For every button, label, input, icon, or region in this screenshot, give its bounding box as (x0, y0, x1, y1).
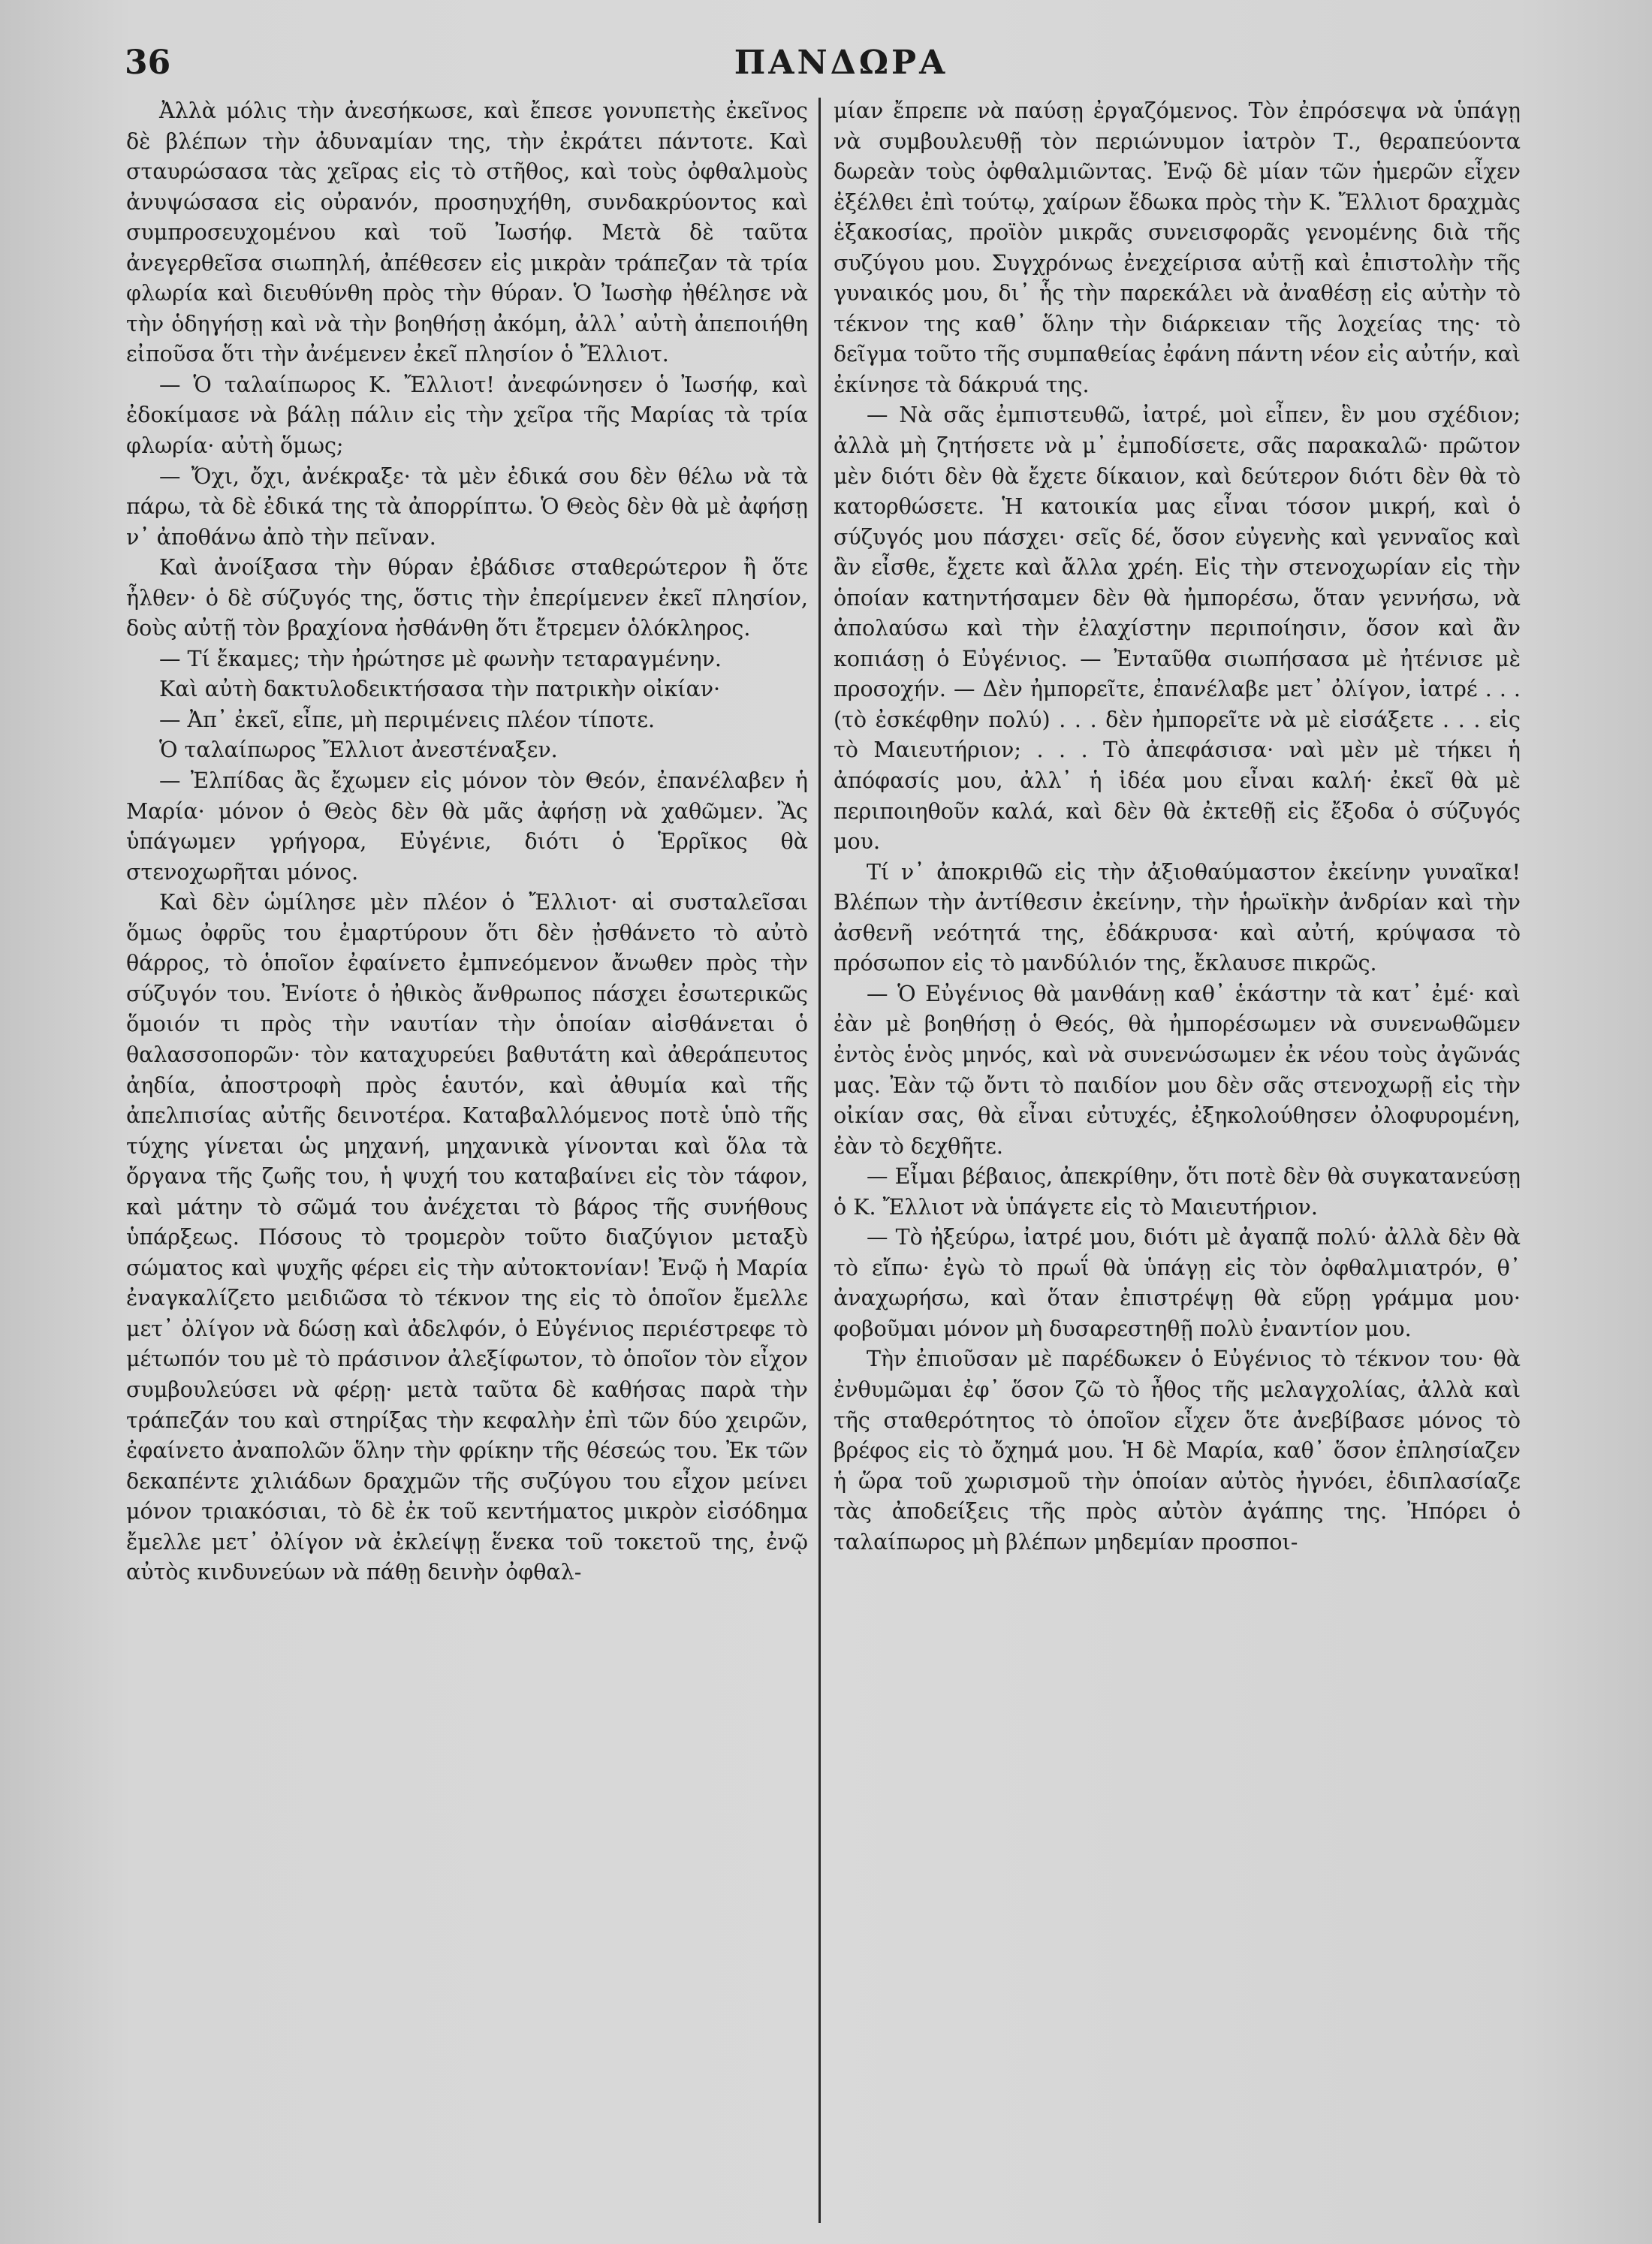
paragraph: Ἀλλὰ μόλις τὴν ἀνεσήκωσε, καὶ ἔπεσε γονυπετὴς ἐκεῖνος δὲ βλέπων τὴν ἀδυναμίαν της, τὴν ἐκράτει πάντοτε. Καὶ σταυρώσασα τὰς χεῖρας εἰς τὸ στῆθος, καὶ τοὺς ὀφθαλμοὺς ἀνυψώσασα εἰς οὐρανόν, προσηυχήθη, συνδακρύοντος καὶ συμπροσευχομένου καὶ τοῦ Ἰωσήφ. Μετὰ δὲ ταῦτα ἀνεγερθεῖσα σιωπηλή, ἀπέθεσεν εἰς μικρὰν τράπεζαν τὰ τρία φλωρία καὶ διευθύνθη πρὸς τὴν θύραν. Ὁ Ἰωσὴφ ἠθέλησε νὰ τὴν ὁδηγήσῃ καὶ νὰ τὴν βοηθήσῃ ἀκόμη, ἀλλ᾽ αὐτὴ ἀπεποιήθη εἰποῦσα ὅτι τὴν ἀνέμενεν ἐκεῖ πλησίον ὁ Ἔλλιοτ. (126, 98, 808, 367)
paragraph: Τί ν᾽ ἀποκριθῶ εἰς τὴν ἀξιοθαύμαστον ἐκείνην γυναῖκα! Βλέπων τὴν ἀντίθεσιν ἐκείνην, τὴν ἡρωϊκὴν ἀνδρίαν καὶ τὴν ἀσθενῆ νεότητά της, ἐδάκρυσα· καὶ αὐτή, κρύψασα τὸ πρόσωπον εἰς τὸ μανδύλιόν της, ἔκλαυσε πικρῶς. (834, 859, 1521, 976)
paragraph: — Ὁ ταλαίπωρος Κ. Ἔλλιοτ! ἀνεφώνησεν ὁ Ἰωσήφ, καὶ ἐδοκίμασε νὰ βάλῃ πάλιν εἰς τὴν χεῖρα τῆς Μαρίας τὰ τρία φλωρία· αὐτὴ ὅμως; (126, 372, 808, 459)
paragraph: — Ἀπ᾽ ἐκεῖ, εἶπε, μὴ περιμένεις πλέον τίποτε. (159, 707, 656, 732)
paragraph: — Τὸ ἠξεύρω, ἰατρέ μου, διότι μὲ ἀγαπᾷ πολύ· ἀλλὰ δὲν θὰ τὸ εἴπω· ἐγὼ τὸ πρωΐ θὰ ὑπάγῃ εἰς τὸν ὀφθαλμιατρόν, θ᾽ ἀναχωρήσω, καὶ ὅταν ἐπιστρέψῃ θὰ εὕρῃ γράμμα μου· φοβοῦμαι μόνον μὴ δυσαρεστηθῇ πολὺ ἐναντίον μου. (834, 1225, 1521, 1341)
paragraph: Καὶ αὐτὴ δακτυλοδεικτήσασα τὴν πατρικὴν οἰκίαν· (159, 677, 721, 702)
paragraph: Καὶ δὲν ὡμίλησε μὲν πλέον ὁ Ἔλλιοτ· αἱ συσταλεῖσαι ὅμως ὀφρῦς του ἐμαρτύρουν ὅτι δὲν ᾐσθάνετο τὸ αὐτὸ θάρρος, τὸ ὁποῖον ἐφαίνετο ἐμπνεόμενον ἄνωθεν πρὸς τὴν σύζυγόν του. Ἐνίοτε ὁ ἠθικὸς ἄνθρωπος πάσχει ἐσωτερικῶς ὅμοιόν τι πρὸς τὴν ναυτίαν τὴν ὁποίαν αἰσθάνεται ὁ θαλασσοπορῶν· τὸν καταχυρεύει βαθυτάτη καὶ ἀθεράπευτος ἀηδία, ἀποστροφὴ πρὸς ἑαυτόν, καὶ ἀθυμία καὶ τῆς ἀπελπισίας αὐτῆς δεινοτέρα. Καταβαλλόμενος ποτὲ ὑπὸ τῆς τύχης γίνεται ὡς μηχανή, μηχανικὰ γίνονται καὶ ὅλα τὰ ὄργανα τῆς ζωῆς του, ἡ ψυχή του καταβαίνει εἰς τὸν τάφον, καὶ μάτην τὸ σῶμά του ἀνέχεται τὸ βάρος τῆς συνήθους ὑπάρξεως. Πόσους τὸ τρομερὸν τοῦτο διαζύγιον μεταξὺ σώματος καὶ ψυχῆς φέρει εἰς τὴν αὐτοκτονίαν! Ἐνῷ ἡ Μαρία ἐναγκαλίζετο μειδιῶσα τὸ τέκνον της εἰς τὸ ὁποῖον ἔμελλε μετ᾽ ὀλίγον νὰ δώσῃ καὶ ἀδελφόν, ὁ Εὐγένιος περιέστρεφε τὸ μέτωπόν του μὲ τὸ πράσινον ἀλεξίφωτον, τὸ ὁποῖον τὸν εἶχον συμβουλεύσει νὰ φέρῃ· μετὰ ταῦτα δὲ καθήσας παρὰ τὴν τράπεζάν του καὶ στηρίξας τὴν κεφαλὴν ἐπὶ τῶν δύο χειρῶν, ἐφαίνετο ἀναπολῶν ὅλην τὴν φρίκην τῆς θέσεώς του. Ἐκ τῶν δεκαπέντε χιλιάδων δραχμῶν τῆς συζύγου του εἶχον μείνει μόνον τριακόσιαι, τὸ δὲ ἐκ τοῦ κεντήματος μικρὸν εἰσόδημα ἔμελλε μετ᾽ ὀλίγον νὰ ἐκλείψῃ ἕνεκα τοῦ τοκετοῦ της, ἐνῷ αὐτὸς κινδυνεύων νὰ πάθῃ δεινὴν ὀφθαλ- (126, 890, 808, 1585)
left-column (126, 96, 808, 2221)
column-divider (818, 98, 821, 2223)
paragraph: — Ὄχι, ὄχι, ἀνέκραξε· τὰ μὲν ἐδικά σου δὲν θέλω νὰ τὰ πάρω, τὰ δὲ ἐδικά της τὰ ἀπορρίπτω. Ὁ Θεὸς δὲν θὰ μὲ ἀφήσῃ ν᾽ ἀποθάνω ἀπὸ τὴν πεῖναν. (126, 463, 808, 550)
paragraph: — Ἐλπίδας ἂς ἔχωμεν εἰς μόνον τὸν Θεόν, ἐπανέλαβεν ἡ Μαρία· μόνον ὁ Θεὸς δὲν θὰ μᾶς ἀφήσῃ νὰ χαθῶμεν. Ἂς ὑπάγωμεν γρήγορα, Εὐγένιε, διότι ὁ Ἑρρῖκος θὰ στενοχωρῆται μόνος. (126, 768, 808, 885)
paragraph: μίαν ἔπρεπε νὰ παύσῃ ἐργαζόμενος. Τὸν ἐπρόσεψα νὰ ὑπάγῃ νὰ συμβουλευθῇ τὸν περιώνυμον ἰατρὸν Τ., θεραπεύοντα δωρεὰν τοὺς ὀφθαλμιῶντας. Ἐνῷ δὲ μίαν τῶν ἡμερῶν εἶχεν ἐξέλθει ἐπὶ τούτῳ, χαίρων ἔδωκα πρὸς τὴν Κ. Ἔλλιοτ δραχμὰς ἑξακοσίας, προϊὸν μικρᾶς συνεισφορᾶς γενομένης διὰ τῆς συζύγου μου. Συγχρόνως ἐνεχείρισα αὐτῇ καὶ ἐπιστολὴν τῆς γυναικός μου, δι᾽ ἧς τὴν παρεκάλει νὰ ἀναθέσῃ εἰς αὐτὴν τὸ τέκνον της καθ᾽ ὅλην τὴν διάρκειαν τῆς λοχείας της· τὸ δεῖγμα τοῦτο τῆς συμπαθείας ἐφάνη πάντη νέον εἰς αὐτήν, καὶ ἐκίνησε τὰ δάκρυά της. (834, 98, 1521, 397)
paragraph: Τὴν ἐπιοῦσαν μὲ παρέδωκεν ὁ Εὐγένιος τὸ τέκνον του· θὰ ἐνθυμῶμαι ἐφ᾽ ὅσον ζῶ τὸ ἦθος τῆς μελαγχολίας, ἀλλὰ καὶ τῆς σταθερότητος τὸ ὁποῖον εἶχεν ὅτε ἀνεβίβασε μόνος τὸ βρέφος εἰς τὸ ὄχημά μου. Ἡ δὲ Μαρία, καθ᾽ ὅσον ἐπλησίαζεν ἡ ὥρα τοῦ χωρισμοῦ τὴν ὁποίαν αὐτὸς ἠγνόει, ἐδιπλασίαζε τὰς ἀποδείξεις τῆς πρὸς αὐτὸν ἀγάπης της. Ἠπόρει ὁ ταλαίπωρος μὴ βλέπων μηδεμίαν προσποι- (834, 1347, 1521, 1555)
paragraph: Ὁ ταλαίπωρος Ἔλλιοτ ἀνεστέναξεν. (159, 737, 558, 763)
right-column (834, 96, 1521, 2221)
paragraph: — Εἶμαι βέβαιος, ἀπεκρίθην, ὅτι ποτὲ δὲν θὰ συγκατανεύσῃ ὁ Κ. Ἔλλιοτ νὰ ὑπάγετε εἰς τὸ Μαιευτήριον. (834, 1164, 1521, 1220)
paragraph: Καὶ ἀνοίξασα τὴν θύραν ἐβάδισε σταθερώτερον ἢ ὅτε ἦλθεν· ὁ δὲ σύζυγός της, ὅστις τὴν ἐπερίμενεν ἐκεῖ πλησίον, δοὺς αὐτῇ τὸν βραχίονα ἠσθάνθη ὅτι ἔτρεμεν ὁλόκληρος. (126, 555, 808, 641)
paragraph: — Τί ἔκαμες; τὴν ἠρώτησε μὲ φωνὴν τεταραγμένην. (159, 646, 722, 671)
running-title: ΠΑΝΔΩΡΑ (734, 44, 948, 82)
page-number: 36 (125, 44, 171, 82)
paragraph: — Νὰ σᾶς ἐμπιστευθῶ, ἰατρέ, μοὶ εἶπεν, ἓν μου σχέδιον; ἀλλὰ μὴ ζητήσετε νὰ μ᾽ ἐμποδίσετε, σᾶς παρακαλῶ· πρῶτον μὲν διότι δὲν θὰ ἔχετε δίκαιον, καὶ δεύτερον διότι δὲν θὰ τὸ κατορθώσετε. Ἡ κατοικία μας εἶναι τόσον μικρή, καὶ ὁ σύζυγός μου πάσχει· σεῖς δέ, ὅσον εὐγενὴς καὶ γενναῖος καὶ ἂν εἶσθε, ἔχετε καὶ ἄλλα χρέη. Εἰς τὴν στενοχωρίαν εἰς τὴν ὁποίαν κατηντήσαμεν δὲν θὰ ἠμπορέσω, ὅταν γεννήσω, νὰ ἀπολαύσω καὶ τὴν ἐλαχίστην περιποίησιν, ὅσον καὶ ἂν κοπιάσῃ ὁ Εὐγένιος. — Ἐνταῦθα σιωπήσασα μὲ ἠτένισε μὲ προσοχήν. — Δὲν ἠμπορεῖτε, ἐπανέλαβε μετ᾽ ὀλίγον, ἰατρέ . . . (τὸ ἐσκέφθην πολύ) . . . δὲν ἠμπορεῖτε νὰ μὲ εἰσάξετε . . . εἰς τὸ Μαιευτήριον; . . . Τὸ ἀπεφάσισα· ναὶ μὲν μὲ τήκει ἡ ἀπόφασίς μου, ἀλλ᾽ ἡ ἰδέα μου εἶναι καλή· ἐκεῖ θὰ μὲ περιποιηθοῦν καλά, καὶ δὲν θὰ ἐκτεθῇ εἰς ἔξοδα ὁ σύζυγός μου. (834, 403, 1521, 855)
page-header (113, 44, 1569, 89)
paragraph: — Ὁ Εὐγένιος θὰ μανθάνῃ καθ᾽ ἑκάστην τὰ κατ᾽ ἐμέ· καὶ ἐὰν μὲ βοηθήσῃ ὁ Θεός, θὰ ἠμπορέσωμεν νὰ συνενωθῶμεν ἐντὸς ἑνὸς μηνός, καὶ νὰ συνενώσωμεν ἐκ νέου τοὺς ἀγῶνάς μας. Ἐὰν τῷ ὄντι τὸ παιδίον μου δὲν σᾶς στενοχωρῇ εἰς τὴν οἰκίαν σας, θὰ εἶναι εὐτυχές, ἐξηκολούθησεν ὀλοφυρομένη, ἐὰν τὸ δεχθῆτε. (834, 981, 1521, 1159)
